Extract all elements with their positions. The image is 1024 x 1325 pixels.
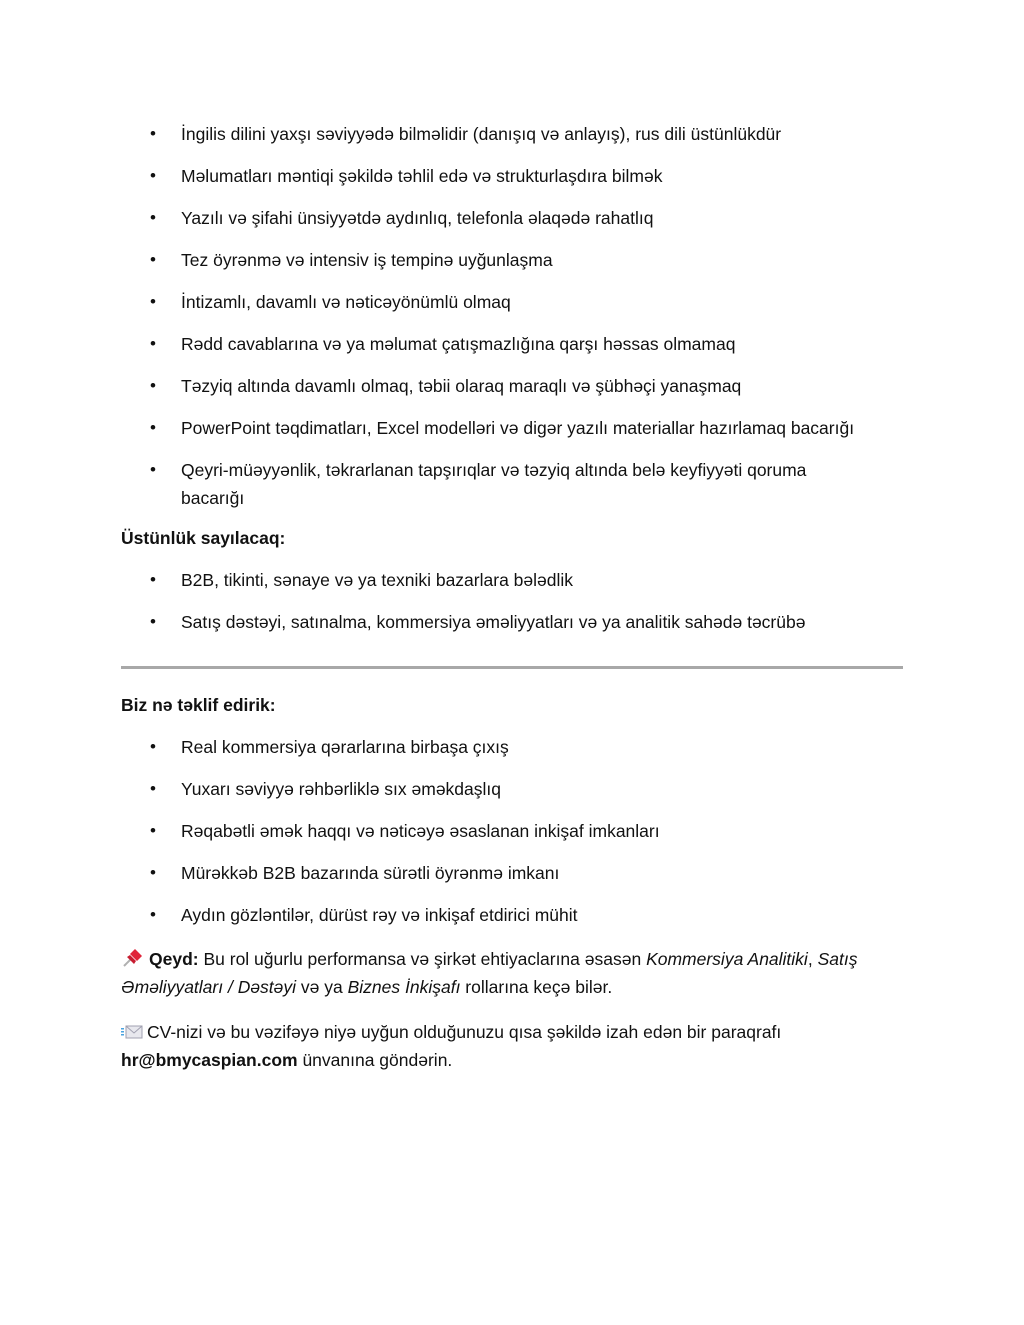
bullet-icon: •: [150, 460, 156, 479]
bullet-icon: •: [150, 292, 156, 311]
list-item: • PowerPoint təqdimatları, Excel modelləri və digər yazılı materiallar hazırlamaq bacarığı: [121, 414, 903, 442]
list-item: • Satış dəstəyi, satınalma, kommersiya əməliyyatları və ya analitik sahədə təcrübə: [121, 608, 903, 636]
list-item: • Rəqabətli əmək haqqı və nəticəyə əsaslanan inkişaf imkanları: [121, 817, 903, 845]
list-item: • Aydın gözləntilər, dürüst rəy və inkişaf etdirici mühit: [121, 901, 903, 929]
email-link[interactable]: hr@bmycaspian.com: [121, 1050, 298, 1070]
list-item: • Mürəkkəb B2B bazarında sürətli öyrənmə imkanı: [121, 859, 903, 887]
list-item: • Qeyri-müəyyənlik, təkrarlanan tapşırıqlar və təzyiq altında belə keyfiyyəti qoruma bacarığı: [121, 456, 903, 512]
bullet-icon: •: [150, 821, 156, 840]
bullet-icon: •: [150, 124, 156, 143]
bullet-icon: •: [150, 250, 156, 269]
list-item: • Təzyiq altında davamlı olmaq, təbii olaraq maraqlı və şübhəçi yanaşmaq: [121, 372, 903, 400]
list-item: • Yuxarı səviyyə rəhbərliklə sıx əməkdaşlıq: [121, 775, 903, 803]
list-item: • Məlumatları məntiqi şəkildə təhlil edə və strukturlaşdıra bilmək: [121, 162, 903, 190]
list-item: • Tez öyrənmə və intensiv iş tempinə uyğunlaşma: [121, 246, 903, 274]
bullet-icon: •: [150, 208, 156, 227]
list-item: • Rədd cavablarına və ya məlumat çatışmazlığına qarşı həssas olmamaq: [121, 330, 903, 358]
bullet-icon: •: [150, 334, 156, 353]
list-item: • B2B, tikinti, sənaye və ya texniki bazarlara bələdlik: [121, 566, 903, 594]
envelope-icon: [121, 1020, 143, 1036]
bullet-icon: •: [150, 905, 156, 924]
list-item: • Yazılı və şifahi ünsiyyətdə aydınlıq, telefonla əlaqədə rahatlıq: [121, 204, 903, 232]
bullet-icon: •: [150, 863, 156, 882]
bullet-icon: •: [150, 779, 156, 798]
bullet-icon: •: [150, 612, 156, 631]
section-divider: [121, 666, 903, 669]
list-item: • Real kommersiya qərarlarına birbaşa çıxış: [121, 733, 903, 761]
bullet-icon: •: [150, 570, 156, 589]
list-item: • İntizamlı, davamlı və nəticəyönümlü olmaq: [121, 288, 903, 316]
list-item: • İngilis dilini yaxşı səviyyədə bilməlidir (danışıq və anlayış), rus dili üstünlükdür: [121, 120, 903, 148]
advantages-heading: Üstünlük sayılacaq:: [121, 528, 286, 548]
bullet-icon: •: [150, 737, 156, 756]
bullet-icon: •: [150, 166, 156, 185]
bullet-icon: •: [150, 376, 156, 395]
note-paragraph: Qeyd: Bu rol uğurlu performansa və şirkət ehtiyaclarına əsasən Kommersiya Analitiki, Satış Əməliyyatları / Dəstəyi və ya Biznes İnkişafı rollarına keçə bilər.: [121, 949, 858, 997]
bullet-icon: •: [150, 418, 156, 437]
offer-heading: Biz nə təklif edirik:: [121, 695, 276, 715]
contact-paragraph: CV-nizi və bu vəzifəyə niyə uyğun olduğunuzu qısa şəkildə izah edən bir paraqrafı hr@bmycaspian.com ünvanına göndərin.: [121, 1022, 782, 1070]
pushpin-icon: [121, 948, 143, 968]
